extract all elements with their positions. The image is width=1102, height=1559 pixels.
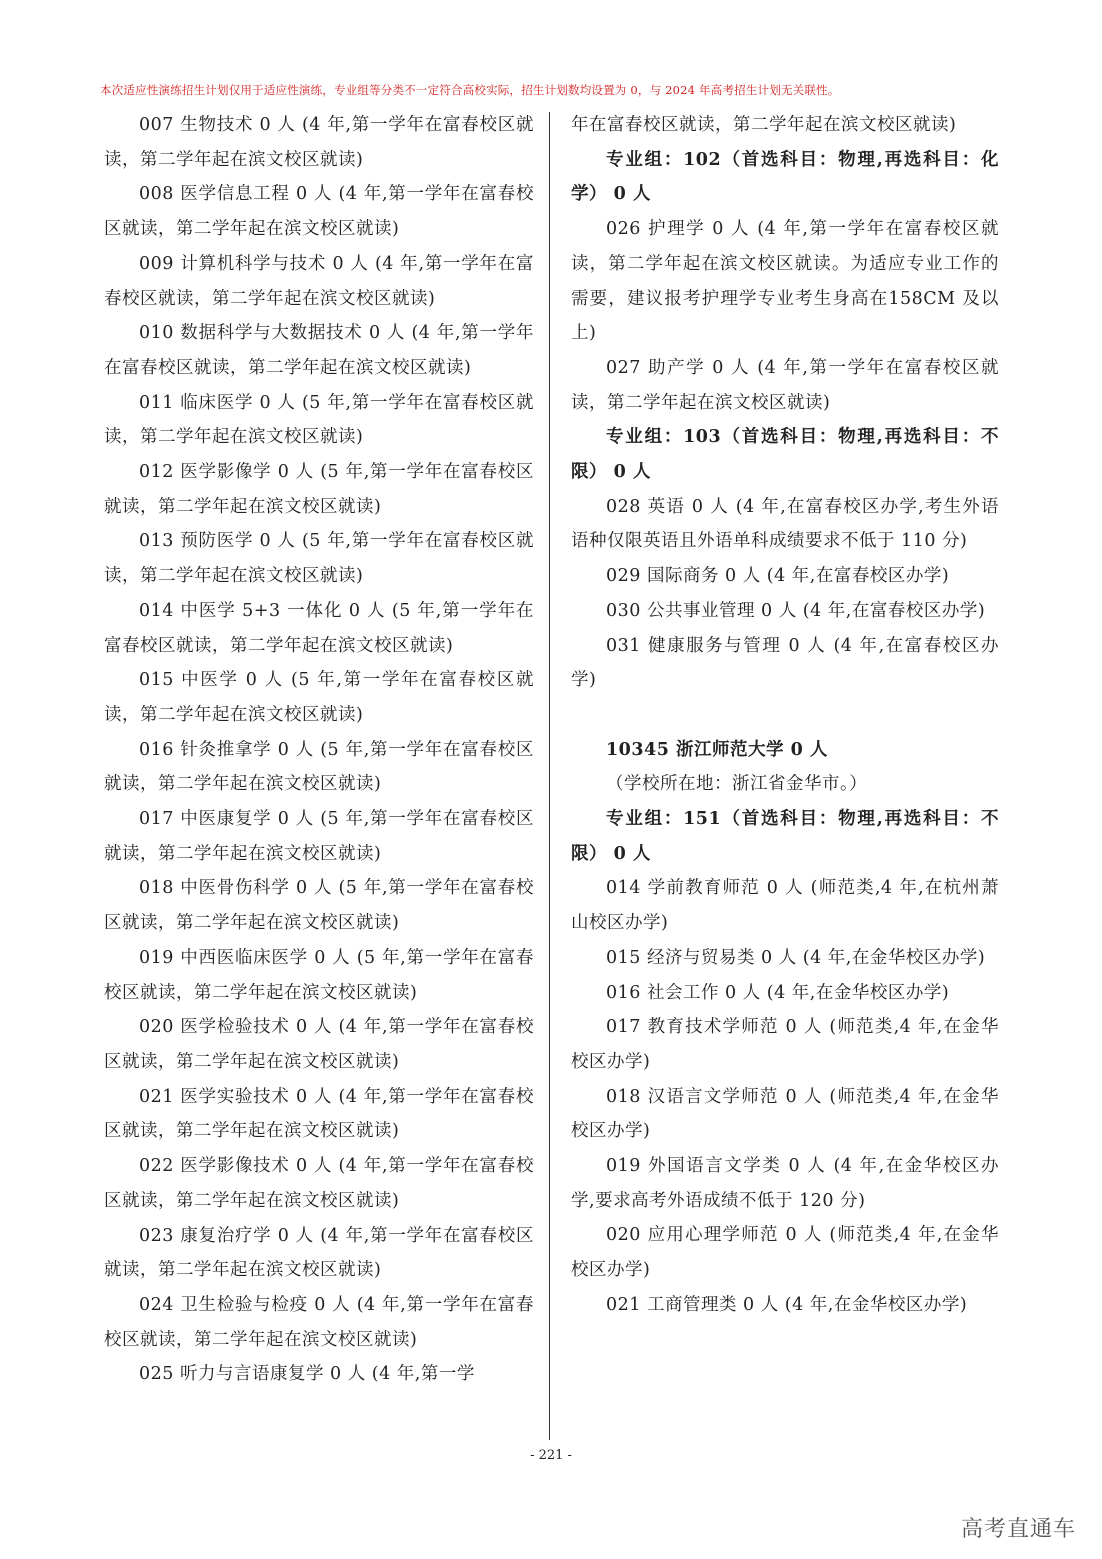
list-item: 031 健康服务与管理 0 人 (4 年,在富春校区办学) [571,635,999,691]
school-heading: 10345 浙江师范大学 0 人 [606,739,828,760]
list-item: 019 中西医临床医学 0 人 (5 年,第一学年在富春校区就读，第二学年起在滨文校区就读) [104,947,534,1003]
list-item: 012 医学影像学 0 人 (5 年,第一学年在富春校区就读，第二学年起在滨文校区就读) [104,462,534,517]
header-notice: 本次适应性演练招生计划仅用于适应性演练，专业组等分类不一定符合高校实际，招生计划数均设置为 0，与 2024 年高考招生计划无关联性。 [100,83,840,97]
list-item: 021 工商管理类 0 人 (4 年,在金华校区办学) [606,1294,968,1315]
list-item: 010 数据科学与大数据技术 0 人 (4 年,第一学年在富春校区就读，第二学年起在滨文校区就读) [104,323,534,378]
list-item: 008 医学信息工程 0 人 (4 年,第一学年在富春校区就读，第二学年起在滨文校区就读) [104,184,534,240]
list-item: 018 汉语言文学师范 0 人 (师范类,4 年,在金华校区办学) [571,1086,999,1142]
list-item: 021 医学实验技术 0 人 (4 年,第一学年在富春校区就读，第二学年起在滨文校区就读) [104,1086,534,1142]
list-item: 022 医学影像技术 0 人 (4 年,第一学年在富春校区就读，第二学年起在滨文校区就读) [104,1156,534,1211]
list-item: 014 中医学 5+3 一体化 0 人 (5 年,第一学年在富春校区就读，第二学年起在滨文校区就读) [104,600,534,656]
list-item: 025 听力与言语康复学 0 人 (4 年,第一学 [139,1364,475,1385]
brand-watermark: 高考直通车 [960,1517,1076,1542]
major-group-heading: 专业组：103（首选科目：物理,再选科目：不限） 0 人 [571,427,999,483]
list-item: 026 护理学 0 人 (4 年,第一学年在富春校区就读，第二学年起在滨文校区就读。为适应专业工作的需要，建议报考护理学专业考生身高在158CM 及以上) [571,219,999,344]
list-item: 018 中医骨伤科学 0 人 (5 年,第一学年在富春校区就读，第二学年起在滨文校区就读) [104,878,534,934]
list-item: 020 应用心理学师范 0 人 (师范类,4 年,在金华校区办学) [571,1225,999,1281]
list-item: 016 针灸推拿学 0 人 (5 年,第一学年在富春校区就读，第二学年起在滨文校区就读) [104,739,534,795]
list-item: 015 中医学 0 人 (5 年,第一学年在富春校区就读，第二学年起在滨文校区就读) [104,670,534,725]
school-location: （学校所在地：浙江省金华市。） [606,774,868,795]
list-item-continuation: 年在富春校区就读，第二学年起在滨文校区就读) [571,115,957,135]
list-item: 016 社会工作 0 人 (4 年,在金华校区办学) [606,982,950,1003]
page-number: - 221 - [530,1448,572,1463]
list-item: 024 卫生检验与检疫 0 人 (4 年,第一学年在富春校区就读，第二学年起在滨文校区就读) [104,1294,534,1350]
list-item: 017 教育技术学师范 0 人 (师范类,4 年,在金华校区办学) [571,1017,999,1072]
list-item: 013 预防医学 0 人 (5 年,第一学年在富春校区就读，第二学年起在滨文校区就读) [104,531,534,587]
list-item: 029 国际商务 0 人 (4 年,在富春校区办学) [606,566,950,587]
list-item: 009 计算机科学与技术 0 人 (4 年,第一学年在富春校区就读，第二学年起在滨文校区就读) [104,253,534,309]
column-divider [549,112,550,1440]
list-item: 015 经济与贸易类 0 人 (4 年,在金华校区办学) [606,947,986,968]
list-item: 011 临床医学 0 人 (5 年,第一学年在富春校区就读，第二学年起在滨文校区就读) [104,392,534,448]
list-item: 014 学前教育师范 0 人 (师范类,4 年,在杭州萧山校区办学) [571,878,999,934]
major-group-heading: 专业组：102（首选科目：物理,再选科目：化学） 0 人 [571,149,999,205]
list-item: 007 生物技术 0 人 (4 年,第一学年在富春校区就读，第二学年起在滨文校区就读) [104,115,534,170]
list-item: 017 中医康复学 0 人 (5 年,第一学年在富春校区就读，第二学年起在滨文校区就读) [104,809,534,864]
major-group-heading: 专业组：151（首选科目：物理,再选科目：不限） 0 人 [571,809,999,864]
list-item: 019 外国语言文学类 0 人 (4 年,在金华校区办学,要求高考外语成绩不低于 120 分) [571,1156,999,1211]
right-column [571,108,999,1323]
left-column [104,108,534,1392]
list-item: 030 公共事业管理 0 人 (4 年,在富春校区办学) [606,600,986,621]
list-item: 020 医学检验技术 0 人 (4 年,第一学年在富春校区就读，第二学年起在滨文校区就读) [104,1017,534,1072]
list-item: 027 助产学 0 人 (4 年,第一学年在富春校区就读，第二学年起在滨文校区就读) [571,357,999,413]
list-item: 028 英语 0 人 (4 年,在富春校区办学,考生外语语种仅限英语且外语单科成绩要求不低于 110 分) [571,496,999,552]
list-item: 023 康复治疗学 0 人 (4 年,第一学年在富春校区就读，第二学年起在滨文校区就读) [104,1225,534,1281]
